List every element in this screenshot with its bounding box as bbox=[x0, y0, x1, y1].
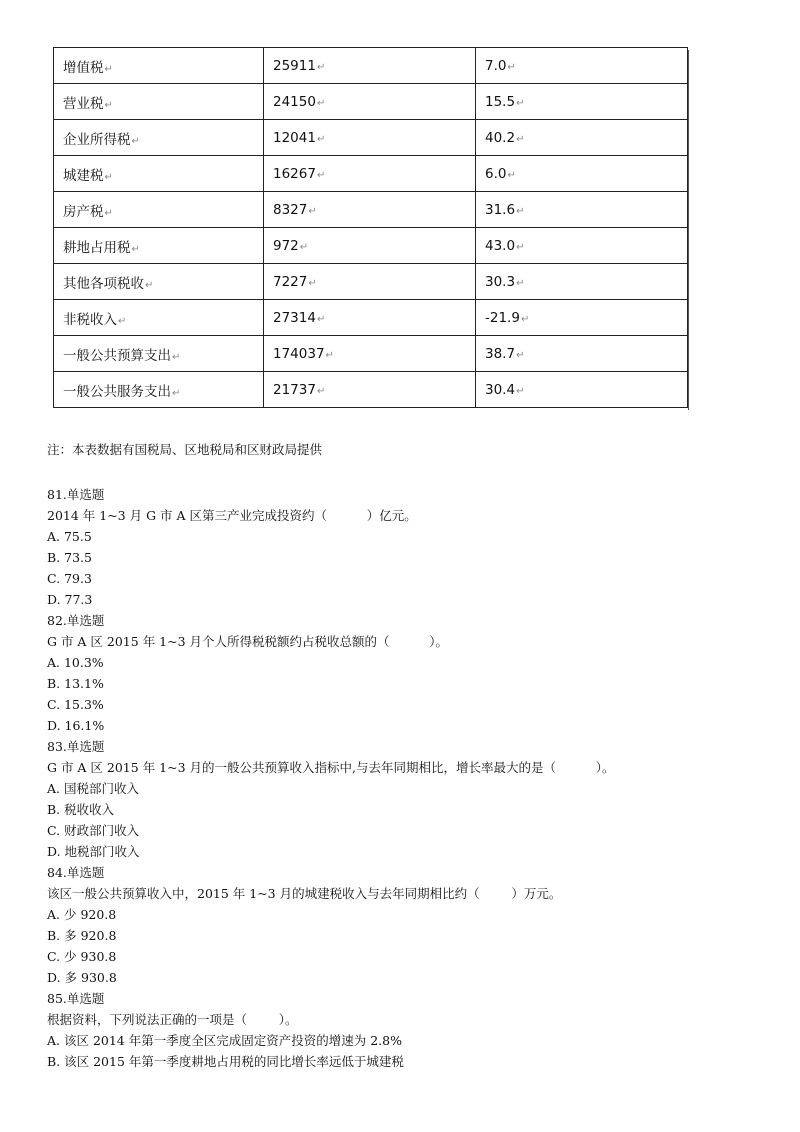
paragraph-mark-icon: ↵ bbox=[131, 243, 140, 255]
question-header: 82.单选题 bbox=[47, 613, 105, 628]
answer-option: D. 多 930.8 bbox=[47, 970, 117, 985]
table-row bbox=[54, 372, 688, 408]
growth-rate-cell: 15.5↵ bbox=[476, 84, 688, 120]
growth-rate-cell: 30.3↵ bbox=[476, 264, 688, 300]
paragraph-mark-icon: ↵ bbox=[308, 277, 317, 289]
growth-rate-cell: 38.7↵ bbox=[476, 336, 688, 372]
table-row bbox=[54, 228, 688, 264]
growth-rate-cell: 6.0↵ bbox=[476, 156, 688, 192]
question-stem: 2014 年 1~3 月 G 市 A 区第三产业完成投资约（ ）亿元。 bbox=[47, 508, 417, 523]
paragraph-mark-icon: ↵ bbox=[507, 61, 516, 73]
paragraph-mark-icon: ↵ bbox=[118, 315, 127, 327]
growth-rate-cell: -21.9↵ bbox=[476, 300, 688, 336]
tax-item-name-cell: 城建税↵ bbox=[54, 156, 264, 192]
amount-cell: 25911↵ bbox=[264, 48, 476, 84]
paragraph-mark-icon: ↵ bbox=[308, 205, 317, 217]
tax-item-name-cell: 增值税↵ bbox=[54, 48, 264, 84]
table-row bbox=[54, 156, 688, 192]
paragraph-mark-icon: ↵ bbox=[172, 351, 181, 363]
question-stem: G 市 A 区 2015 年 1~3 月个人所得税税额约占税收总额的（ ）。 bbox=[47, 634, 449, 649]
paragraph-mark-icon: ↵ bbox=[104, 99, 113, 111]
paragraph-mark-icon: ↵ bbox=[145, 279, 154, 291]
paragraph-mark-icon: ↵ bbox=[516, 241, 525, 253]
paragraph-mark-icon: ↵ bbox=[104, 207, 113, 219]
table-row bbox=[54, 192, 688, 228]
answer-option: B. 税收收入 bbox=[47, 802, 115, 817]
tax-item-name-cell: 其他各项税收↵ bbox=[54, 264, 264, 300]
question-83 bbox=[47, 736, 614, 862]
question-stem: 该区一般公共预算收入中，2015 年 1~3 月的城建税收入与去年同期相比约（ ）万元。 bbox=[47, 886, 562, 901]
growth-rate-cell: 7.0↵ bbox=[476, 48, 688, 84]
table-right-edge-line bbox=[688, 50, 689, 410]
paragraph-mark-icon: ↵ bbox=[516, 385, 525, 397]
amount-cell: 16267↵ bbox=[264, 156, 476, 192]
question-85 bbox=[47, 988, 614, 1072]
paragraph-mark-icon: ↵ bbox=[131, 135, 140, 147]
amount-cell: 8327↵ bbox=[264, 192, 476, 228]
question-stem: G 市 A 区 2015 年 1~3 月的一般公共预算收入指标中,与去年同期相比，增长率最大的是（ ）。 bbox=[47, 760, 615, 775]
question-84 bbox=[47, 862, 614, 988]
question-header: 81.单选题 bbox=[47, 487, 105, 502]
table-row bbox=[54, 84, 688, 120]
question-header: 85.单选题 bbox=[47, 991, 105, 1006]
answer-option: C. 79.3 bbox=[47, 571, 92, 586]
answer-option: A. 国税部门收入 bbox=[47, 781, 139, 796]
tax-item-name-cell: 一般公共服务支出↵ bbox=[54, 372, 264, 408]
table-row bbox=[54, 336, 688, 372]
table-source-note: 注：本表数据有国税局、区地税局和区财政局提供 bbox=[47, 442, 323, 457]
growth-rate-cell: 30.4↵ bbox=[476, 372, 688, 408]
answer-option: D. 16.1% bbox=[47, 718, 105, 733]
answer-option: A. 该区 2014 年第一季度全区完成固定资产投资的增速为 2.8% bbox=[47, 1033, 402, 1048]
question-header: 84.单选题 bbox=[47, 865, 105, 880]
answer-option: A. 少 920.8 bbox=[47, 907, 117, 922]
paragraph-mark-icon: ↵ bbox=[316, 61, 326, 73]
paragraph-mark-icon: ↵ bbox=[516, 349, 525, 361]
paragraph-mark-icon: ↵ bbox=[104, 171, 113, 183]
paragraph-mark-icon: ↵ bbox=[516, 277, 525, 289]
amount-cell: 174037↵ bbox=[264, 336, 476, 372]
table-row bbox=[54, 264, 688, 300]
answer-option: C. 少 930.8 bbox=[47, 949, 117, 964]
answer-option: C. 15.3% bbox=[47, 697, 104, 712]
tax-item-name-cell: 房产税↵ bbox=[54, 192, 264, 228]
tax-item-name-cell: 企业所得税↵ bbox=[54, 120, 264, 156]
question-list bbox=[47, 484, 614, 1072]
amount-cell: 24150↵ bbox=[264, 84, 476, 120]
table-row bbox=[54, 48, 688, 84]
paragraph-mark-icon: ↵ bbox=[516, 205, 525, 217]
paragraph-mark-icon: ↵ bbox=[325, 349, 334, 361]
paragraph-mark-icon: ↵ bbox=[516, 133, 525, 145]
amount-cell: 972↵ bbox=[264, 228, 476, 264]
paragraph-mark-icon: ↵ bbox=[316, 97, 326, 109]
paragraph-mark-icon: ↵ bbox=[316, 385, 326, 397]
answer-option: B. 该区 2015 年第一季度耕地占用税的同比增长率远低于城建税 bbox=[47, 1054, 404, 1069]
answer-option: A. 10.3% bbox=[47, 655, 104, 670]
tax-item-name-cell: 一般公共预算支出↵ bbox=[54, 336, 264, 372]
amount-cell: 27314↵ bbox=[264, 300, 476, 336]
growth-rate-cell: 40.2↵ bbox=[476, 120, 688, 156]
answer-option: D. 77.3 bbox=[47, 592, 93, 607]
question-82 bbox=[47, 610, 614, 736]
answer-option: B. 多 920.8 bbox=[47, 928, 117, 943]
tax-item-name-cell: 耕地占用税↵ bbox=[54, 228, 264, 264]
tax-data-table bbox=[53, 47, 688, 408]
paragraph-mark-icon: ↵ bbox=[104, 63, 113, 75]
paragraph-mark-icon: ↵ bbox=[507, 169, 516, 181]
growth-rate-cell: 31.6↵ bbox=[476, 192, 688, 228]
question-81 bbox=[47, 484, 614, 610]
paragraph-mark-icon: ↵ bbox=[299, 241, 309, 253]
paragraph-mark-icon: ↵ bbox=[516, 97, 525, 109]
paragraph-mark-icon: ↵ bbox=[520, 313, 530, 325]
paragraph-mark-icon: ↵ bbox=[316, 169, 326, 181]
amount-cell: 7227↵ bbox=[264, 264, 476, 300]
paragraph-mark-icon: ↵ bbox=[316, 313, 326, 325]
answer-option: D. 地税部门收入 bbox=[47, 844, 140, 859]
question-header: 83.单选题 bbox=[47, 739, 105, 754]
paragraph-mark-icon: ↵ bbox=[172, 387, 181, 399]
answer-option: B. 13.1% bbox=[47, 676, 104, 691]
table-row bbox=[54, 120, 688, 156]
amount-cell: 12041↵ bbox=[264, 120, 476, 156]
amount-cell: 21737↵ bbox=[264, 372, 476, 408]
answer-option: B. 73.5 bbox=[47, 550, 92, 565]
question-stem: 根据资料，下列说法正确的一项是（ ）。 bbox=[47, 1012, 298, 1027]
growth-rate-cell: 43.0↵ bbox=[476, 228, 688, 264]
answer-option: C. 财政部门收入 bbox=[47, 823, 140, 838]
paragraph-mark-icon: ↵ bbox=[316, 133, 326, 145]
tax-item-name-cell: 非税收入↵ bbox=[54, 300, 264, 336]
tax-item-name-cell: 营业税↵ bbox=[54, 84, 264, 120]
table-row bbox=[54, 300, 688, 336]
answer-option: A. 75.5 bbox=[47, 529, 92, 544]
